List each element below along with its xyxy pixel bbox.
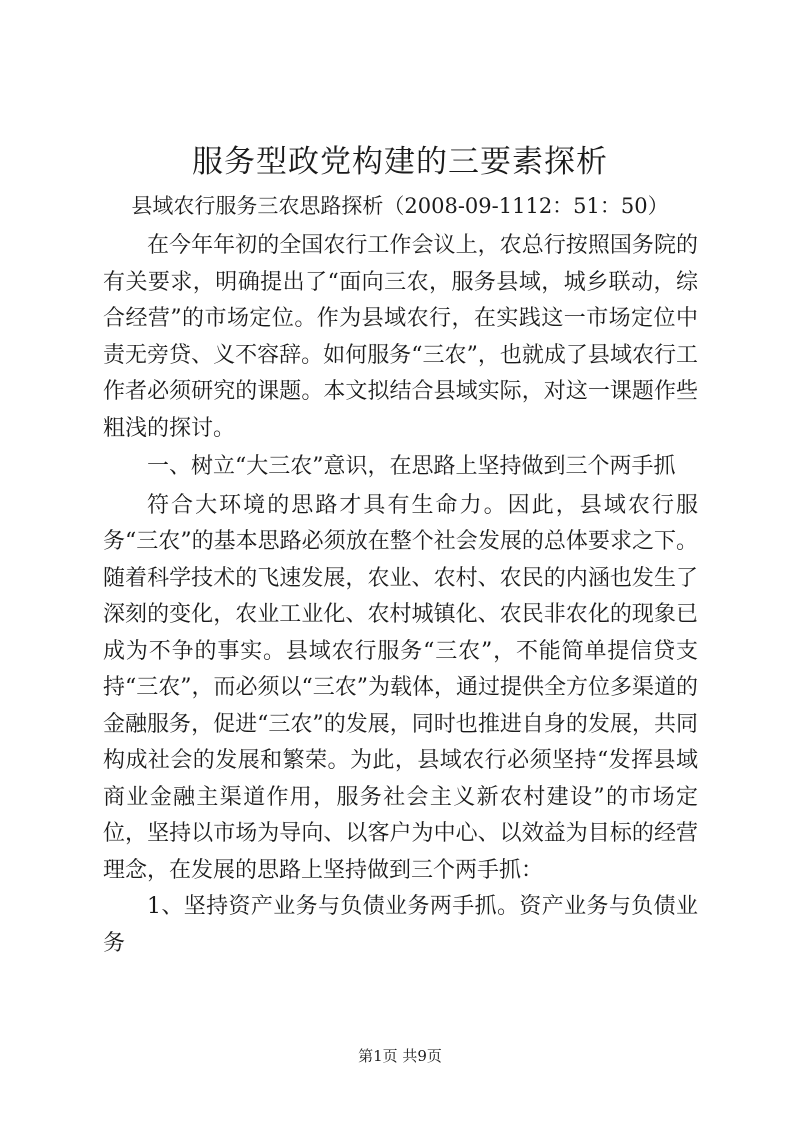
document-subtitle: 县域农行服务三农思路探析（2008-09-1112：51：50） bbox=[131, 194, 669, 218]
intro-paragraph: 在今年年初的全国农行工作会议上，农总行按照国务院的有关要求，明确提出了“面向三农，服务县域，城乡联动，综合经营”的市场定位。作为县域农行，在实践这一市场定位中责无旁贷、义不容辞。如何服务“三农”，也就成了县域农行工作者必须研究的课题。本文拟结合县域实际，对这一课题作些粗浅的探讨。 bbox=[103, 233, 698, 441]
list-item-paragraph: 1、坚持资产业务与负债业务两手抓。资产业务与负债业务 bbox=[103, 894, 698, 956]
page-number-footer: 第1页 共9页 bbox=[358, 1047, 442, 1065]
document-body bbox=[103, 228, 698, 962]
body-paragraph: 符合大环境的思路才具有生命力。因此，县域农行服务“三农”的基本思路必须放在整个社会发展的总体要求之下。随着科学技术的飞速发展，农业、农村、农民的内涵也发生了深刻的变化，农业工业化、农村城镇化、农民非农化的现象已成为不争的事实。县域农行服务“三农”，不能简单提信贷支持“三农”，而必须以“三农”为载体，通过提供全方位多渠道的金融服务，促进“三农”的发展，同时也推进自身的发展，共同构成社会的发展和繁荣。为此，县域农行必须坚持“发挥县域商业金融主渠道作用，服务社会主义新农村建设”的市场定位，坚持以市场为导向、以客户为中心、以效益为目标的经营理念，在发展的思路上坚持做到三个两手抓： bbox=[103, 492, 698, 883]
document-title: 服务型政党构建的三要素探析 bbox=[192, 144, 608, 180]
section-heading: 一、树立“大三农”意识，在思路上坚持做到三个两手抓 bbox=[147, 454, 676, 479]
